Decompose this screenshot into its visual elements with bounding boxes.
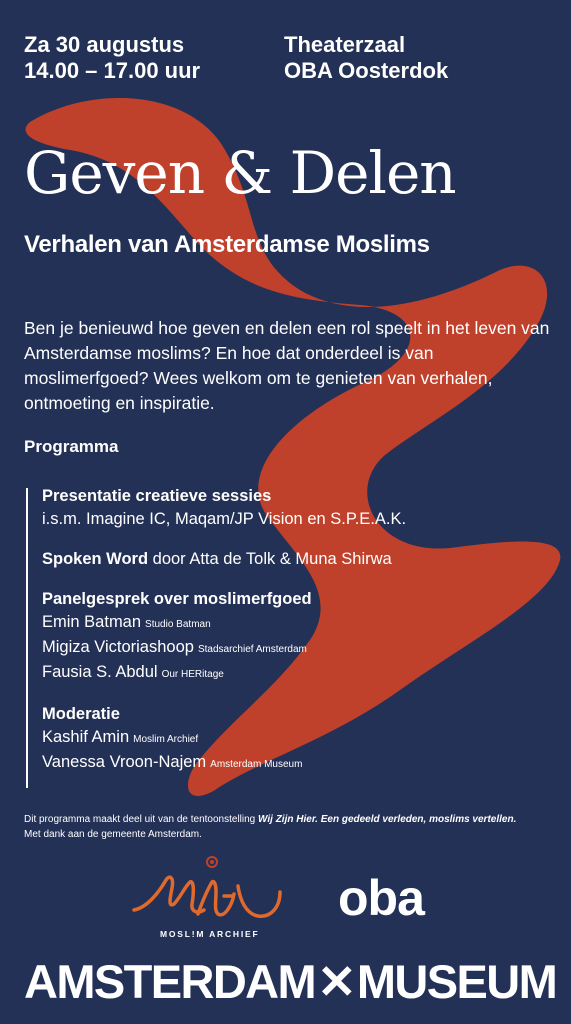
person-org: Studio Batman [145, 619, 211, 630]
programme-item-detail: door Atta de Tolk & Muna Shirwa [152, 550, 392, 568]
moderator-person [42, 726, 552, 751]
person-name: Migiza Victoriashoop [42, 638, 194, 656]
date-time-block [24, 32, 200, 84]
programme-list [42, 485, 552, 793]
oba-logo: oba [338, 870, 424, 926]
panel-person [42, 636, 552, 661]
footnote-exhibition: Wij Zijn Hier. Een gedeeld verleden, moslims vertellen. [258, 814, 517, 825]
programme-item-presentatie [42, 485, 552, 531]
programme-item-title: Spoken Word [42, 550, 149, 568]
moslim-archief-wordmark: MOSL!M ARCHIEF [160, 929, 260, 939]
footnote [24, 812, 554, 842]
event-date: Za 30 augustus [24, 32, 185, 57]
amsterdam-museum-logo [24, 952, 557, 1012]
programme-item-title: Presentatie creatieve sessies [42, 487, 272, 505]
programme-item-spoken-word [42, 548, 552, 571]
event-title: Geven & Delen [24, 139, 456, 207]
panel-person [42, 661, 552, 686]
intro-text: Ben je benieuwd hoe geven en delen een rol speelt in het leven van Amsterdamse moslims? En hoe dat onderdeel is van moslimerfgoed? Wees welkom om te genieten van verhalen, ontmoeting en inspiratie. [24, 318, 550, 413]
person-org: Our HERitage [161, 669, 224, 680]
programme-item-title: Moderatie [42, 705, 120, 723]
person-name: Emin Batman [42, 613, 142, 631]
venue-location: OBA Oosterdok [284, 58, 449, 83]
person-name: Vanessa Vroon-Najem [42, 753, 207, 771]
programme-item-detail: i.s.m. Imagine IC, Maqam/JP Vision en S.P.E.A.K. [42, 510, 407, 528]
moderator-person [42, 751, 552, 776]
person-name: Fausia S. Abdul [42, 663, 158, 681]
footnote-lead: Dit programma maakt deel uit van de tentoonstelling [24, 814, 259, 825]
person-org: Moslim Archief [133, 734, 199, 745]
cross-icon: ✕ [317, 955, 355, 1008]
panel-person [42, 611, 552, 636]
person-org: Stadsarchief Amsterdam [197, 644, 307, 655]
person-name: Kashif Amin [42, 728, 130, 746]
venue-block [284, 32, 448, 84]
venue-name: Theaterzaal [284, 32, 406, 57]
museum-wordmark-right: MUSEUM [356, 955, 557, 1008]
programme-divider-line [26, 488, 28, 788]
programme-item-moderatie [42, 703, 552, 776]
programme-item-panel [42, 588, 552, 686]
person-org: Amsterdam Museum [210, 759, 303, 770]
event-subtitle: Verhalen van Amsterdamse Moslims [24, 231, 430, 258]
footnote-thanks: Met dank aan de gemeente Amsterdam. [24, 829, 202, 840]
event-time: 14.00 – 17.00 uur [24, 58, 201, 83]
programme-item-title: Panelgesprek over moslimerfgoed [42, 590, 312, 608]
programme-heading: Programma [24, 437, 119, 456]
museum-wordmark-left: AMSTERDAM [24, 955, 316, 1008]
